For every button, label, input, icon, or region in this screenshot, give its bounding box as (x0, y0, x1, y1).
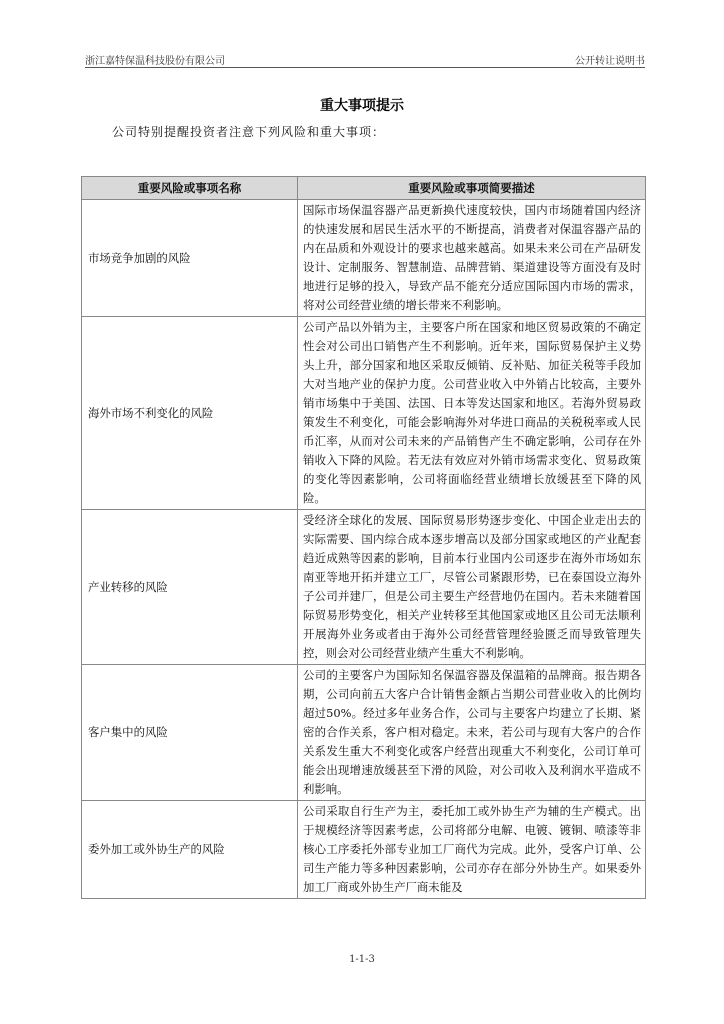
risk-name-cell: 产业转移的风险 (82, 510, 298, 665)
risk-description-cell: 公司的主要客户为国际知名保温容器及保温箱的品牌商。报告期各期，公司向前五大客户合计销售金额占当期公司营业收入的比例均超过50%。经过多年业务合作，公司与主要客户均建立了长期、紧密的合作关系，客户相对稳定。未来，若公司与现有大客户的合作关系发生重大不利变化或客户经营出现重大不利变化，公司订单可能会出现增速放缓甚至下滑的风险，对公司收入及利润水平造成不利影响。 (298, 665, 646, 801)
page-number: 1-1-3 (349, 954, 375, 965)
risk-name-cell: 海外市场不利变化的风险 (82, 317, 298, 510)
risk-description-cell: 公司产品以外销为主，主要客户所在国家和地区贸易政策的不确定性会对公司出口销售产生不利影响。近年来，国际贸易保护主义势头上升，部分国家和地区采取反倾销、反补贴、加征关税等手段加大对当地产业的保护力度。公司营业收入中外销占比较高，主要外销市场集中于美国、法国、日本等发达国家和地区。若海外贸易政策发生不利变化，可能会影响海外对华进口商品的关税税率或人民币汇率，从而对公司未来的产品销售产生不确定影响，公司存在外销收入下降的风险。若无法有效应对外销市场需求变化、贸易政策的变化等因素影响，公司将面临经营业绩增长放缓甚至下降的风险。 (298, 317, 646, 510)
page-header (85, 47, 645, 68)
column-header-risk-name: 重要风险或事项名称 (82, 177, 298, 200)
column-header-risk-description: 重要风险或事项简要描述 (298, 177, 646, 200)
risk-description-cell: 受经济全球化的发展、国际贸易形势逐步变化、中国企业走出去的实际需要、国内综合成本逐步增高以及部分国家或地区的产业配套趋近成熟等因素的影响，目前本行业国内公司逐步在海外市场如东南亚等地开拓并建立工厂，尽管公司紧跟形势，已在泰国设立海外子公司并建厂，但是公司主要生产经营地仍在国内。若未来随着国际贸易形势变化，相关产业转移至其他国家或地区且公司无法顺利开展海外业务或者由于海外公司经营管理经验匮乏而导致管理失控，则会对公司经营业绩产生重大不利影响。 (298, 510, 646, 665)
risk-name-cell: 市场竞争加剧的风险 (82, 200, 298, 317)
risk-description-cell: 公司采取自行生产为主，委托加工或外协生产为辅的生产模式。出于规模经济等因素考虑，公司将部分电解、电镀、镀铜、喷漆等非核心工序委托外部专业加工厂商代为完成。此外，受客户订单、公司生产能力等多种因素影响，公司亦存在部分外协生产。如果委外加工厂商或外协生产厂商未能及 (298, 801, 646, 899)
table-row (82, 510, 646, 665)
table-header-row (82, 177, 646, 200)
header-document-type: 公开转让说明书 (575, 56, 645, 67)
risk-name-cell: 客户集中的风险 (82, 665, 298, 801)
page-title: 重大事项提示 (320, 98, 404, 114)
table-row (82, 665, 646, 801)
risk-description-cell: 国际市场保温容器产品更新换代速度较快，国内市场随着国内经济的快速发展和居民生活水平的不断提高，消费者对保温容器产品的内在品质和外观设计的要求也越来越高。如果未来公司在产品研发设计、定制服务、智慧制造、品牌营销、渠道建设等方面没有及时地进行足够的投入，导致产品不能充分适应国际国内市场的需求，将对公司经营业绩的增长带来不利影响。 (298, 200, 646, 317)
table-row (82, 200, 646, 317)
table-row (82, 801, 646, 899)
intro-paragraph: 公司特别提醒投资者注意下列风险和重大事项： (112, 125, 386, 139)
risk-name-cell: 委外加工或外协生产的风险 (82, 801, 298, 899)
header-company-name: 浙江嘉特保温科技股份有限公司 (85, 56, 225, 67)
table-row (82, 317, 646, 510)
risk-table (81, 176, 646, 899)
